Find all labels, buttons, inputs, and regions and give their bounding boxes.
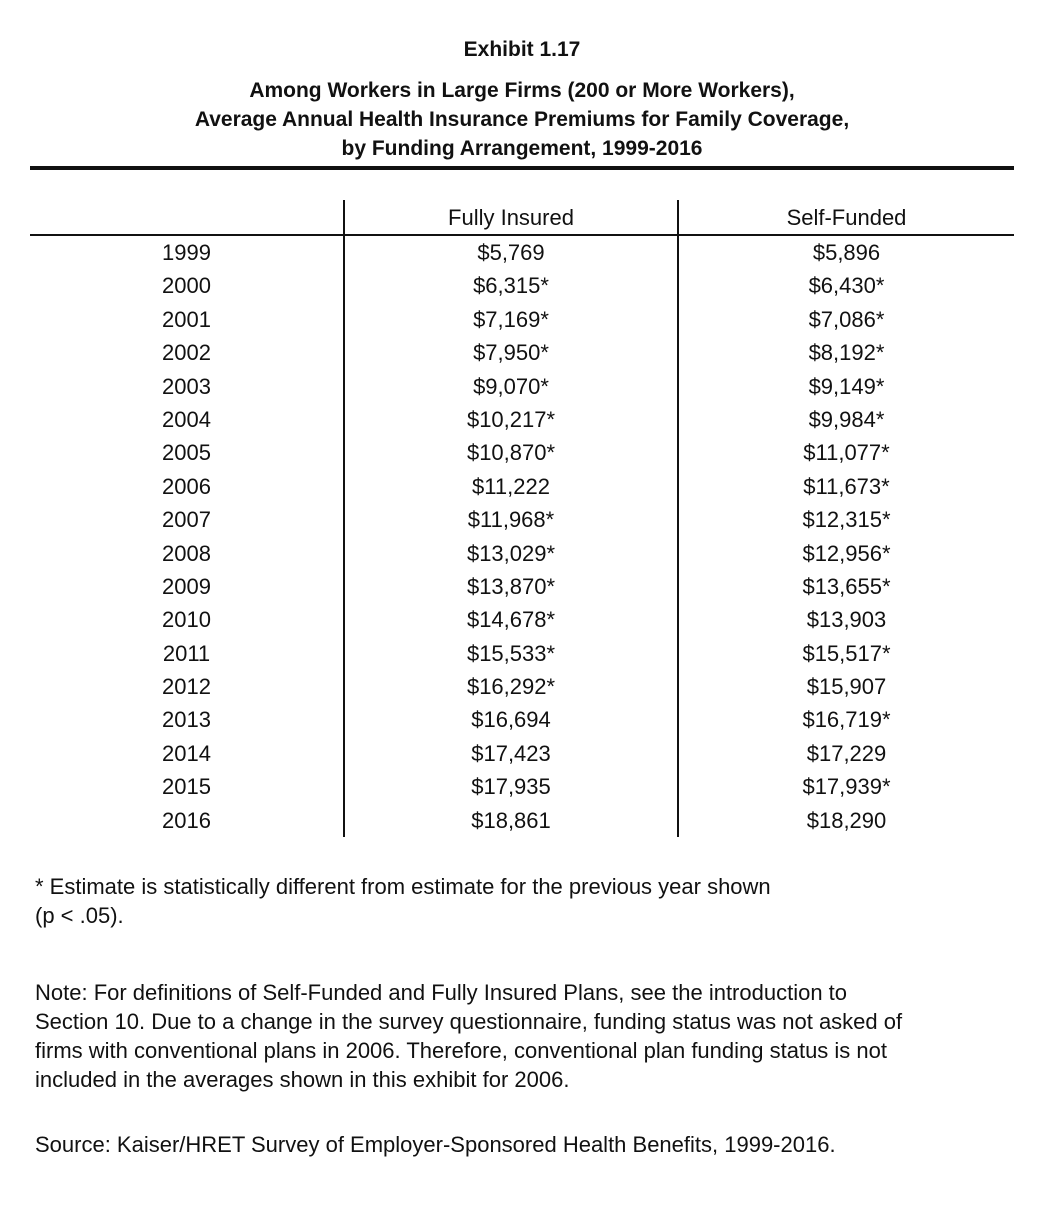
self-funded-cell: $12,956* [802,540,891,566]
year-cell: 2014 [162,740,211,766]
self-funded-cell: $15,907 [806,674,887,700]
note-line: Section 10. Due to a change in the survey questionnaire, funding status was not asked of [35,1009,903,1034]
significance-footnote [35,872,1015,930]
subtitle-line: by Funding Arrangement, 1999-2016 [341,137,703,160]
column-header-self-funded: Self-Funded [786,205,907,230]
fully-insured-cell: $13,029* [466,540,556,566]
table-row [30,804,1014,837]
fully-insured-cell: $13,870* [466,573,556,599]
year-cell: 2002 [162,340,211,366]
year-cell: 2011 [162,640,211,666]
fully-insured-cell: $15,533* [466,640,556,666]
table-row [30,336,1014,369]
note-line: Note: For definitions of Self-Funded and Fully Insured Plans, see the introduction to [35,980,848,1005]
year-cell: 2009 [162,573,211,599]
table-row [30,436,1014,469]
fully-insured-cell: $11,968* [467,507,555,533]
table-row [30,303,1014,336]
self-funded-cell: $12,315* [802,507,891,533]
table-row [30,670,1014,703]
year-cell: 2005 [162,440,211,466]
note-line: firms with conventional plans in 2006. Therefore, conventional plan funding status is not [35,1038,887,1063]
footnote-line: * Estimate is statistically different from estimate for the previous year shown [35,874,771,899]
table-row [30,637,1014,670]
self-funded-cell: $17,939* [802,774,891,800]
self-funded-cell: $8,192* [808,340,885,366]
year-cell: 2003 [162,373,211,399]
fully-insured-cell: $17,935 [471,774,551,800]
self-funded-cell: $7,086* [808,306,885,332]
year-cell: 2000 [162,273,211,299]
exhibit-title: Exhibit 1.17 [463,38,581,61]
fully-insured-cell: $18,861 [471,807,551,833]
table-row [30,269,1014,302]
self-funded-cell: $16,719* [802,707,891,733]
title-divider [30,166,1014,170]
year-cell: 2010 [162,607,211,633]
table-row [30,603,1014,636]
year-cell: 2015 [162,774,211,800]
footnote-line: (p < .05). [35,903,124,928]
table-row [30,703,1014,736]
fully-insured-cell: $9,070* [473,373,549,399]
fully-insured-cell: $7,169* [473,306,549,332]
table-row [30,236,1014,269]
self-funded-cell: $15,517* [802,640,891,666]
fully-insured-cell: $14,678* [466,607,556,633]
table-row [30,403,1014,436]
table-row [30,737,1014,770]
table-row [30,770,1014,803]
table-body [30,236,1014,837]
definitions-note [35,978,1025,1094]
table-row [30,570,1014,603]
fully-insured-cell: $7,950* [473,340,549,366]
year-cell: 2004 [162,406,211,432]
subtitle-line: Average Annual Health Insurance Premiums for Family Coverage, [194,108,850,131]
year-cell: 2008 [162,540,211,566]
fully-insured-cell: $16,694 [471,707,551,733]
table-row [30,537,1014,570]
premiums-table [30,200,1014,840]
table-row [30,503,1014,536]
self-funded-cell: $5,896 [812,240,881,265]
table-row [30,370,1014,403]
fully-insured-cell: $17,423 [471,740,551,766]
self-funded-cell: $18,290 [806,807,887,833]
note-line: included in the averages shown in this exhibit for 2006. [35,1067,570,1092]
self-funded-cell: $11,077* [803,440,890,466]
self-funded-cell: $13,655* [802,573,891,599]
year-cell: 2001 [162,306,211,332]
year-cell: 1999 [162,240,211,265]
self-funded-cell: $17,229 [806,740,887,766]
table-row [30,470,1014,503]
exhibit-subtitle [0,76,1044,163]
year-cell: 2012 [162,674,211,700]
fully-insured-cell: $16,292* [466,674,556,700]
year-cell: 2013 [162,707,211,733]
year-cell: 2016 [162,807,211,833]
self-funded-cell: $13,903 [806,607,887,633]
fully-insured-cell: $10,217* [466,406,556,432]
year-cell: 2006 [162,473,211,499]
column-header-fully-insured: Fully Insured [448,205,574,230]
subtitle-line: Among Workers in Large Firms (200 or More Workers), [249,79,795,102]
year-cell: 2007 [162,507,211,533]
self-funded-cell: $9,149* [808,373,885,399]
fully-insured-cell: $11,222 [472,473,550,499]
self-funded-cell: $6,430* [808,273,885,299]
source-citation: Source: Kaiser/HRET Survey of Employer-Sponsored Health Benefits, 1999-2016. [35,1132,836,1157]
fully-insured-cell: $6,315* [473,273,549,299]
self-funded-cell: $9,984* [808,406,885,432]
fully-insured-cell: $5,769 [477,240,545,265]
self-funded-cell: $11,673* [803,473,890,499]
fully-insured-cell: $10,870* [466,440,556,466]
